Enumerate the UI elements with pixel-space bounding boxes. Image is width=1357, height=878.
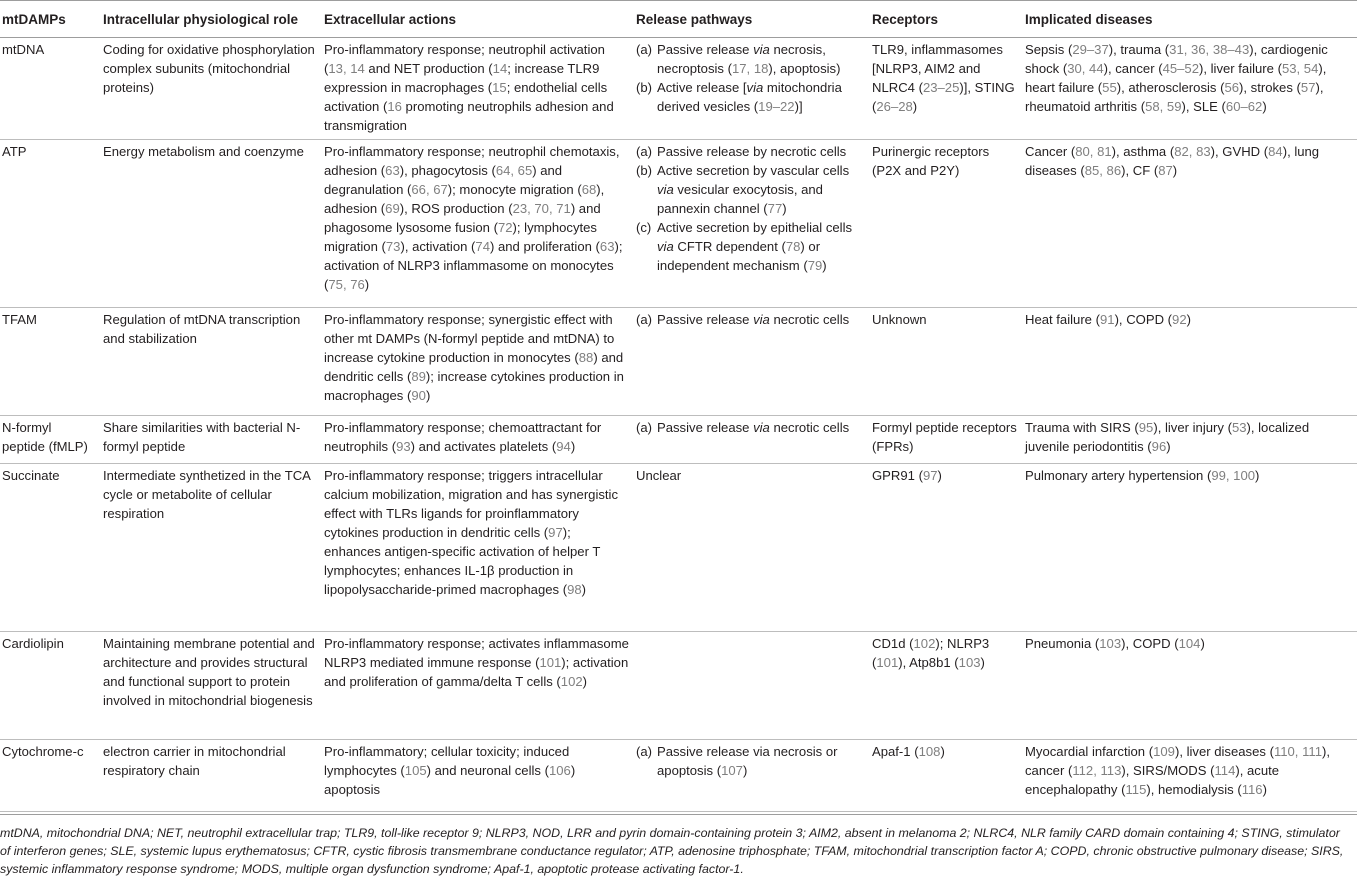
cell-release-pathways (634, 308, 870, 416)
reference-link[interactable]: 29–37 (1072, 42, 1109, 57)
text-segment: ), strokes (1239, 80, 1297, 95)
pathway-text: Passive release via necrosis, necroptosis (17, 18), apoptosis) (657, 42, 841, 76)
text-segment: ), phagocytosis (399, 163, 492, 178)
text-segment: ) and dendritic cells (324, 350, 624, 384)
pathway-item (636, 40, 866, 78)
table-row (0, 416, 1357, 464)
text-segment: ), hemodialysis (1146, 782, 1238, 797)
text-segment: Unknown (872, 312, 927, 327)
pathway-label: (a) (636, 312, 653, 327)
text-segment: GPR91 (872, 468, 919, 483)
text-segment: ), CF (1121, 163, 1154, 178)
text-segment: ), cancer (1025, 744, 1330, 778)
pathway-item (636, 418, 866, 437)
cell-extracellular-actions: Pro-inflammatory response; neutrophil activation (13, 14 and NET production (14; increase TLR9 expression in macrophages (15; endothelial cells activation (16 promoting neutrophils adhesion and transmigration (322, 38, 634, 140)
text-segment: ) (937, 468, 942, 483)
reference-link[interactable]: 78 (785, 239, 801, 254)
text-segment: ), SLE (1181, 99, 1222, 114)
reference-link[interactable]: 53, 54 (1281, 61, 1319, 76)
text-segment: ); monocyte migration (447, 182, 578, 197)
cell-release-pathways (634, 140, 870, 308)
text-segment: ); increase cytokines production in macrophages (324, 369, 624, 403)
pathway-text: Active secretion by vascular cells via vesicular exocytosis, and pannexin channel (77) (657, 163, 850, 216)
text-segment: ), GVHD (1210, 144, 1264, 159)
reference-link[interactable]: 15 (492, 80, 507, 95)
reference-link[interactable]: 104 (1178, 636, 1201, 651)
text-segment: ), acute encephalopathy (1025, 763, 1280, 797)
header-intracellular-role: Intracellular physiological role (101, 1, 322, 38)
text-segment: Passive release (657, 312, 754, 327)
text-segment: Pro-inflammatory response; synergistic effect with other mt DAMPs (N-formyl peptide and mtDNA) to increase cytokine production in monocytes (324, 312, 615, 365)
pathway-label: (a) (636, 420, 653, 435)
reference-link[interactable]: 101 (876, 655, 899, 670)
text-segment: ) (570, 439, 576, 454)
header-receptors: Receptors (870, 1, 1023, 38)
text-segment: ) apoptosis (324, 763, 576, 797)
reference-link[interactable]: 105 (404, 763, 427, 778)
pathway-text: Passive release via necrosis or apoptosis (107) (657, 744, 838, 778)
text-segment: ), adhesion (324, 182, 605, 216)
pathway-text (657, 310, 866, 329)
reference-link[interactable]: 77 (767, 201, 783, 216)
text-segment: ) (1200, 636, 1205, 651)
cell-implicated-diseases: Heat failure (91), COPD (92) (1023, 308, 1357, 416)
reference-link[interactable]: 114 (1214, 763, 1236, 778)
reference-link[interactable]: 91 (1099, 312, 1115, 327)
italic-text: via (753, 42, 770, 57)
cell-mtdamp-name: Cardiolipin (0, 632, 101, 740)
cell-physiological-role: Share similarities with bacterial N-formyl peptide (101, 416, 322, 464)
text-segment: CD1d (872, 636, 910, 651)
cell-extracellular-actions: Pro-inflammatory response; triggers intracellular calcium mobilization, migration and has synergistic effect with TLRs ligands for proinflammatory cytokines production in dendritic cells (97); enhances antigen-specific activation of helper T lymphocytes; enhances IL-1β production in lipopolysaccharide-primed macrophages (98) (322, 464, 634, 632)
reference-link[interactable]: 63 (385, 163, 400, 178)
text-segment: ), localized juvenile periodontitis (1025, 420, 1310, 454)
text-segment: necrotic cells (769, 312, 850, 327)
cell-mtdamp-name: N-formyl peptide (fMLP) (0, 416, 101, 464)
cell-implicated-diseases: Sepsis (29–37), trauma (31, 36, 38–43), cardiogenic shock (30, 44), cancer (45–52), liver failure (53, 54), heart failure (55), atherosclerosis (56), strokes (57), rheumatoid arthritis (58, 59), SLE (60–62) (1023, 38, 1357, 140)
table-row (0, 632, 1357, 740)
reference-link[interactable]: 45–52 (1162, 61, 1199, 76)
reference-link[interactable]: 95 (1138, 420, 1154, 435)
reference-link[interactable]: 90 (411, 388, 426, 403)
text-segment: ) (1255, 468, 1260, 483)
cell-mtdamp-name: TFAM (0, 308, 101, 416)
text-segment: )], STING (959, 80, 1015, 95)
text-segment: Pro-inflammatory response; neutrophil activation (324, 42, 605, 57)
reference-link[interactable]: 110, 111 (1273, 744, 1322, 759)
text-segment: ), apoptosis) (768, 61, 841, 76)
text-segment: Pro-inflammatory response; neutrophil chemotaxis, adhesion (324, 144, 620, 178)
text-segment: mitochondria derived vesicles (657, 80, 842, 114)
reference-link[interactable]: 108 (918, 744, 941, 759)
text-segment: ) (1166, 439, 1171, 454)
text-segment: Passive release by necrotic cells (657, 144, 847, 159)
text-segment: Pro-inflammatory response; triggers intracellular calcium mobilization, migration and has synergistic effect with TLRs ligands for proinflammatory cytokines production in dendritic cells (324, 468, 619, 540)
header-extracellular-actions: Extracellular actions (322, 1, 634, 38)
text-segment: Pro-inflammatory response; activates inflammasome NLRP3 mediated immune response (324, 636, 629, 670)
cell-physiological-role: Energy metabolism and coenzyme (101, 140, 322, 308)
reference-link[interactable]: 94 (556, 439, 571, 454)
cell-physiological-role: Regulation of mtDNA transcription and stabilization (101, 308, 322, 416)
table-row (0, 308, 1357, 416)
text-segment: ), cancer (1103, 61, 1159, 76)
cell-receptors: CD1d (102); NLRP3 (101), Atp8b1 (103) (870, 632, 1023, 740)
reference-link[interactable]: 57 (1300, 80, 1316, 95)
text-segment: ; endothelial cells activation (324, 80, 608, 114)
text-segment: ) and proliferation (490, 239, 596, 254)
text-segment: ), COPD (1114, 312, 1168, 327)
cell-mtdamp-name: mtDNA (0, 38, 101, 140)
text-segment: Cancer (1025, 144, 1071, 159)
text-segment: Pulmonary artery hypertension (1025, 468, 1207, 483)
reference-link[interactable]: 58, 59 (1145, 99, 1182, 114)
italic-text: via (753, 420, 770, 435)
reference-link[interactable]: 64, 65 (495, 163, 533, 178)
pathway-label: (b) (636, 80, 653, 95)
text-segment: ), atherosclerosis (1116, 80, 1221, 95)
reference-link[interactable]: 103 (958, 655, 981, 670)
text-segment: ), rheumatoid arthritis (1025, 80, 1324, 114)
reference-link[interactable]: 55 (1102, 80, 1117, 95)
text-segment: ) (1186, 312, 1191, 327)
reference-link[interactable]: 23, 70, 71 (512, 201, 571, 216)
reference-link[interactable]: 96 (1151, 439, 1167, 454)
reference-link[interactable]: 101 (539, 655, 562, 670)
reference-link[interactable]: 19–22 (758, 99, 795, 114)
cell-receptors: GPR91 (97) (870, 464, 1023, 632)
cell-release-pathways: Unclear (634, 464, 870, 632)
pathway-item (636, 161, 866, 218)
text-segment: ) (980, 655, 985, 670)
text-segment: necrotic cells (769, 420, 850, 435)
italic-text: via (753, 312, 770, 327)
reference-link[interactable]: 98 (567, 582, 582, 597)
text-segment: necrosis, necroptosis (657, 42, 826, 76)
text-segment: ), liver injury (1153, 420, 1228, 435)
text-segment: ); enhances antigen-specific activation of helper T lymphocytes; enhances IL-1β production in lipopolysaccharide-primed macrophages (324, 525, 601, 597)
cell-receptors: TLR9, inflammasomes [NLRP3, AIM2 and NLRC4 (23–25)], STING (26–28) (870, 38, 1023, 140)
cell-extracellular-actions: Pro-inflammatory response; neutrophil chemotaxis, adhesion (63), phagocytosis (64, 65) and degranulation (66, 67); monocyte migration (68), adhesion (69), ROS production (23, 70, 71) and phagosome lysosome fusion (72); lymphocytes migration (73), activation (74) and proliferation (63); activation of NLRP3 inflammasome on monocytes (75, 76) (322, 140, 634, 308)
reference-link[interactable]: 79 (807, 258, 823, 273)
pathway-label: (c) (636, 220, 652, 235)
reference-link[interactable]: 74 (475, 239, 490, 254)
text-segment: Pneumonia (1025, 636, 1095, 651)
reference-link[interactable]: 85, 86 (1084, 163, 1122, 178)
reference-link[interactable]: 60–62 (1225, 99, 1263, 114)
cell-receptors: Apaf-1 (108) (870, 740, 1023, 812)
cell-release-pathways (634, 632, 870, 740)
pathway-item (636, 78, 866, 116)
text-segment: ) (1262, 782, 1267, 797)
text-segment: Pro-inflammatory; cellular toxicity; induced lymphocytes (324, 744, 570, 778)
text-segment: ), SIRS/MODS (1121, 763, 1211, 778)
text-segment: CFTR dependent (673, 239, 782, 254)
table-row (0, 38, 1357, 140)
reference-link[interactable]: 102 (913, 636, 936, 651)
pathway-item (636, 142, 866, 161)
text-segment: ), cardiogenic shock (1025, 42, 1328, 76)
text-segment: ); NLRP3 (935, 636, 990, 651)
text-segment: ), liver failure (1199, 61, 1278, 76)
reference-link[interactable]: 69 (385, 201, 400, 216)
cell-release-pathways (634, 416, 870, 464)
cell-physiological-role: Maintaining membrane potential and architecture and provides structural and functional support to protein involved in mitochondrial biogenesis (101, 632, 322, 740)
cell-physiological-role: Intermediate synthetized in the TCA cycle or metabolite of cellular respiration (101, 464, 322, 632)
text-segment: ; increase TLR9 expression in macrophages (324, 61, 600, 95)
text-segment: Passive release (657, 42, 754, 57)
text-segment: ) and activates platelets (410, 439, 552, 454)
text-segment: ) and phagosome lysosome fusion (324, 201, 601, 235)
reference-link[interactable]: 84 (1268, 144, 1283, 159)
cell-implicated-diseases: Myocardial infarction (109), liver diseases (110, 111), cancer (112, 113), SIRS/MODS (114), acute encephalopathy (115), hemodialysis (116) (1023, 740, 1357, 812)
pathway-text: Active release [via mitochondria derived vesicles (19–22)] (657, 80, 842, 114)
reference-link[interactable]: 14 (492, 61, 508, 76)
reference-link[interactable]: 92 (1172, 312, 1187, 327)
text-segment: ) (912, 99, 918, 114)
italic-text: via (657, 239, 674, 254)
cell-release-pathways (634, 38, 870, 140)
text-segment: Pro-inflammatory response; chemoattractant for neutrophils (324, 420, 602, 454)
header-implicated-diseases: Implicated diseases (1023, 1, 1357, 38)
text-segment: ) and degranulation (324, 163, 563, 197)
text-segment: ), ROS production (399, 201, 509, 216)
text-segment: Active secretion by vascular cells (657, 163, 850, 178)
pathway-text: Active secretion by epithelial cells via CFTR dependent (78) or independent mechanism (79) (657, 220, 853, 273)
pathway-label: (a) (636, 744, 653, 759)
text-segment: ), activation (400, 239, 472, 254)
reference-link[interactable]: 89 (411, 369, 426, 384)
text-segment: Active secretion by epithelial cells (657, 220, 853, 235)
cell-physiological-role: Coding for oxidative phosphorylation complex subunits (mitochondrial proteins) (101, 38, 322, 140)
reference-link[interactable]: 13, 14 (328, 61, 365, 76)
pathway-item (636, 310, 866, 329)
text-segment: Trauma with SIRS (1025, 420, 1135, 435)
reference-link[interactable]: 30, 44 (1067, 61, 1104, 76)
text-segment: ) (742, 763, 748, 778)
text-segment: ) (940, 744, 945, 759)
reference-link[interactable]: 80, 81 (1075, 144, 1112, 159)
reference-link[interactable]: 68 (581, 182, 597, 197)
text-segment: ) (582, 674, 588, 689)
text-segment: vesicular exocytosis, and pannexin channel (657, 182, 823, 216)
cell-implicated-diseases: Cancer (80, 81), asthma (82, 83), GVHD (84), lung diseases (85, 86), CF (87) (1023, 140, 1357, 308)
cell-extracellular-actions: Pro-inflammatory response; synergistic effect with other mt DAMPs (N-formyl peptide and mtDNA) to increase cytokine production in monocytes (88) and dendritic cells (89); increase cytokines production in macrophages (90) (322, 308, 634, 416)
pathway-label: (b) (636, 163, 653, 178)
cell-mtdamp-name: Cytochrome-c (0, 740, 101, 812)
reference-link[interactable]: 63 (599, 239, 615, 254)
cell-receptors (870, 140, 1023, 308)
italic-text: via (746, 80, 764, 95)
text-segment: Myocardial infarction (1025, 744, 1149, 759)
pathway-label: (a) (636, 42, 653, 57)
text-segment: promoting neutrophils adhesion and transmigration (324, 99, 614, 133)
reference-link[interactable]: 87 (1158, 163, 1173, 178)
reference-link[interactable]: 66, 67 (411, 182, 448, 197)
text-segment: ), heart failure (1025, 61, 1327, 95)
reference-link[interactable]: 97 (548, 525, 563, 540)
reference-link[interactable]: 72 (497, 220, 513, 235)
text-segment: Purinergic receptors (P2X and P2Y) (872, 144, 990, 178)
text-segment: ), trauma (1108, 42, 1165, 57)
text-segment: Apaf-1 (872, 744, 915, 759)
table-row (0, 140, 1357, 308)
text-segment: ) or independent mechanism (657, 239, 821, 273)
reference-link[interactable]: 99, 100 (1211, 468, 1256, 483)
pathway-text (657, 418, 866, 437)
text-segment: ) and neuronal cells (426, 763, 545, 778)
text-segment: ), lung diseases (1025, 144, 1320, 178)
table-body (0, 38, 1357, 812)
cell-implicated-diseases: Pneumonia (103), COPD (104) (1023, 632, 1357, 740)
reference-link[interactable]: 31, 36, 38–43 (1169, 42, 1250, 57)
reference-link[interactable]: 17, 18 (731, 61, 769, 76)
text-segment: ) (1172, 163, 1178, 178)
text-segment: Sepsis (1025, 42, 1068, 57)
text-segment: Passive release (657, 420, 754, 435)
cell-mtdamp-name: ATP (0, 140, 101, 308)
reference-link[interactable]: 53 (1231, 420, 1247, 435)
text-segment: ), liver diseases (1174, 744, 1270, 759)
cell-extracellular-actions: Pro-inflammatory response; chemoattractant for neutrophils (93) and activates platelets (94) (322, 416, 634, 464)
reference-link[interactable]: 23–25 (922, 80, 960, 95)
text-segment: ) (782, 201, 787, 216)
footnote-divider (0, 814, 1357, 815)
reference-link[interactable]: 112, 113 (1072, 763, 1122, 778)
text-segment: ) (364, 277, 370, 292)
table-header-row (0, 1, 1357, 38)
cell-receptors (870, 308, 1023, 416)
text-segment: Active release [ (657, 80, 747, 95)
text-segment: TLR9, inflammasomes [NLRP3, AIM2 and NLRC4 (872, 42, 1003, 95)
text-segment: )] (794, 99, 803, 114)
text-segment: ); activation of NLRP3 inflammasome on monocytes (324, 239, 623, 273)
reference-link[interactable]: 26–28 (876, 99, 913, 114)
pathway-item (636, 218, 866, 275)
pathway-label: (a) (636, 144, 653, 159)
reference-link[interactable]: 103 (1099, 636, 1122, 651)
cell-receptors (870, 416, 1023, 464)
text-segment: and NET production (364, 61, 489, 76)
reference-link[interactable]: 116 (1241, 782, 1263, 797)
pathway-item (636, 742, 866, 780)
italic-text: via (657, 182, 674, 197)
cell-extracellular-actions: Pro-inflammatory response; activates inflammasome NLRP3 mediated immune response (101); activation and proliferation of gamma/delta T cells (102) (322, 632, 634, 740)
reference-link[interactable]: 106 (548, 763, 571, 778)
header-release-pathways: Release pathways (634, 1, 870, 38)
reference-link[interactable]: 97 (922, 468, 938, 483)
text-segment: Formyl peptide receptors (FPRs) (872, 420, 1017, 454)
header-mtdamps: mtDAMPs (0, 1, 101, 38)
text-segment: Heat failure (1025, 312, 1096, 327)
reference-link[interactable]: 93 (396, 439, 411, 454)
cell-mtdamp-name: Succinate (0, 464, 101, 632)
cell-release-pathways (634, 740, 870, 812)
cell-extracellular-actions: Pro-inflammatory; cellular toxicity; induced lymphocytes (105) and neuronal cells (106) apoptosis (322, 740, 634, 812)
reference-link[interactable]: 88 (578, 350, 594, 365)
text-segment: ) (425, 388, 431, 403)
reference-link[interactable]: 75, 76 (328, 277, 365, 292)
cell-physiological-role: electron carrier in mitochondrial respiratory chain (101, 740, 322, 812)
reference-link[interactable]: 16 (387, 99, 402, 114)
reference-link[interactable]: 73 (385, 239, 401, 254)
table-row (0, 464, 1357, 632)
table-footnote: mtDNA, mitochondrial DNA; NET, neutrophil extracellular trap; TLR9, toll-like receptor 9; NLRP3, NOD, LRR and pyrin domain-containing protein 3; AIM2, absent in melanoma 2; NLRC4, NLR family CARD domain containing 4; STING, stimulator of interferon genes; SLE, systemic lupus erythematosus; CFTR, cystic fibrosis transmembrane conductance regulator; ATP, adenosine triphosphate; TFAM, mitochondrial transcription factor A; COPD, chronic obstructive pulmonary disease; SIRS, systemic inflammatory response syndrome; MODS, multiple organ dysfunction syndrome; Apaf-1, apoptotic protease activating factor-1. (0, 826, 1344, 876)
text-segment: ) (1262, 99, 1267, 114)
table-row (0, 740, 1357, 812)
reference-link[interactable]: 102 (560, 674, 583, 689)
text-segment: ); lymphocytes migration (324, 220, 597, 254)
cell-implicated-diseases: Pulmonary artery hypertension (99, 100) (1023, 464, 1357, 632)
text-segment: ), Atp8b1 (898, 655, 955, 670)
text-segment: ), COPD (1121, 636, 1175, 651)
text-segment: ) (581, 582, 587, 597)
reference-link[interactable]: 107 (721, 763, 743, 778)
text-segment: Passive release via necrosis or apoptosis (657, 744, 838, 778)
reference-link[interactable]: 82, 83 (1174, 144, 1211, 159)
text-segment: ); activation and proliferation of gamma/delta T cells (324, 655, 629, 689)
text-segment: ) (822, 258, 827, 273)
reference-link[interactable]: 56 (1224, 80, 1240, 95)
cell-implicated-diseases: Trauma with SIRS (95), liver injury (53), localized juvenile periodontitis (96) (1023, 416, 1357, 464)
text-segment: ), asthma (1111, 144, 1170, 159)
reference-link[interactable]: 115 (1125, 782, 1147, 797)
pathway-text (657, 142, 866, 161)
reference-link[interactable]: 109 (1153, 744, 1175, 759)
